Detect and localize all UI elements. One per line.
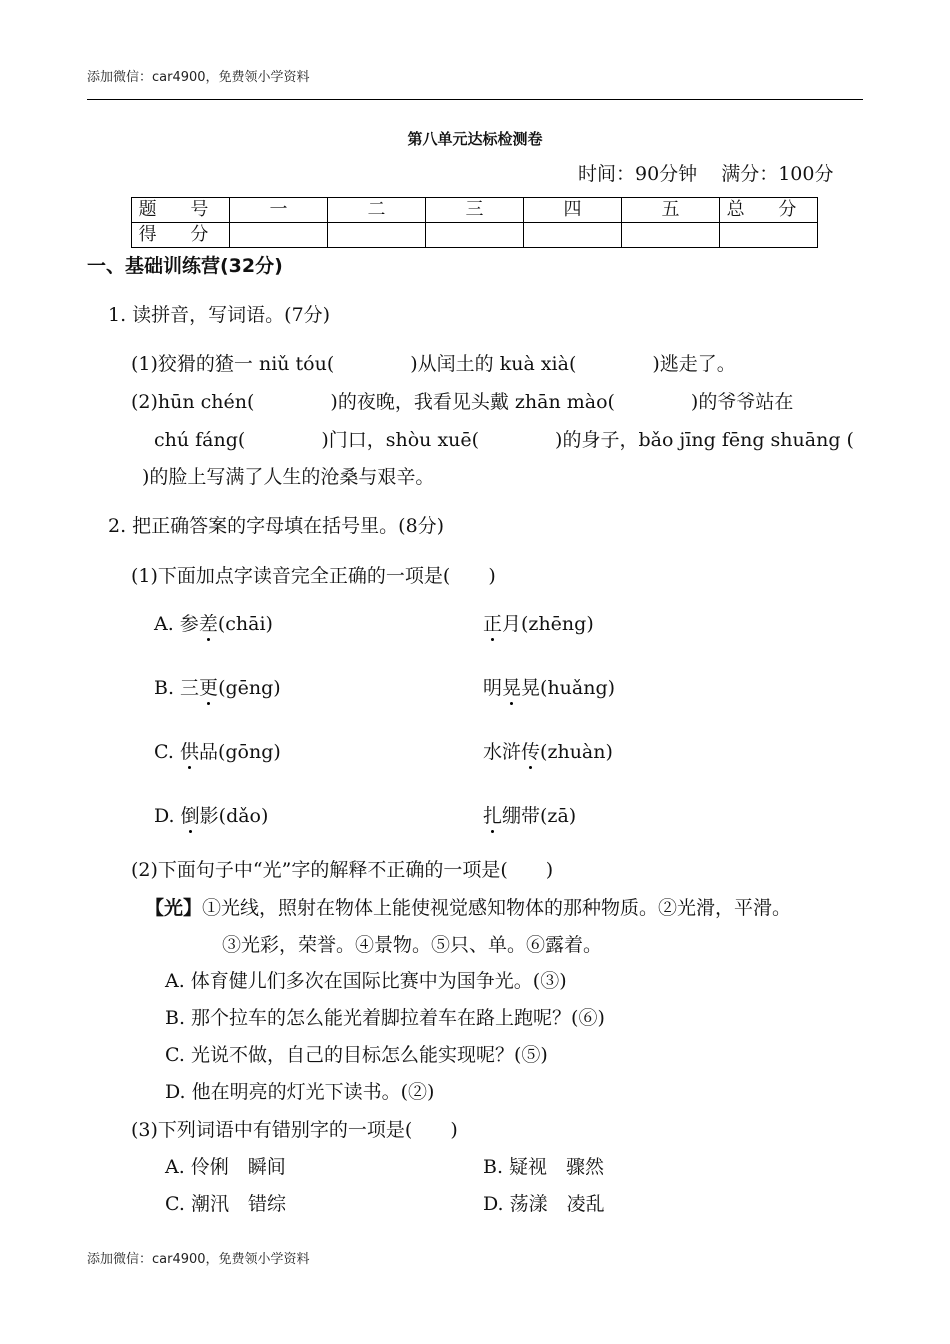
score-table-cell[interactable] — [524, 223, 622, 248]
page-title: 第八单元达标检测卷 — [407, 130, 543, 148]
option-a-left[interactable] — [154, 609, 273, 636]
dotted-char: 供 — [179, 741, 199, 763]
definition-line: ③光彩，荣誉。④景物。⑤只、单。⑥露着。 — [222, 934, 603, 956]
option-d[interactable]: D. 他在明亮的灯光下读书。(②) — [165, 1081, 435, 1103]
option-a[interactable]: A. 伶俐 瞬间 — [165, 1156, 286, 1178]
dotted-char: 正 — [483, 613, 503, 635]
definition-text: ①光线，照射在物体上能使视觉感知物体的那种物质。②光滑，平滑。 — [202, 897, 792, 919]
score-table-cell[interactable] — [230, 223, 328, 248]
option-b[interactable]: B. 那个拉车的怎么能光着脚拉着车在路上跑呢？(⑥) — [165, 1007, 605, 1029]
score-table-cell: 题 号 — [132, 198, 230, 223]
q1-line: (2)hūn chén( )的夜晚，我看见头戴 zhān mào( )的爷爷站在 — [131, 391, 794, 413]
definition-label: 【光】 — [145, 897, 203, 919]
header-note: 添加微信：car4900，免费领小学资料 — [87, 70, 310, 85]
option-b-left[interactable] — [154, 673, 281, 700]
option-text: B. 三 — [154, 677, 200, 699]
section-heading: 一、基础训练营(32分) — [87, 255, 283, 277]
option-text: 月(zhēng) — [502, 613, 594, 635]
dotted-char: 扎 — [483, 805, 503, 827]
dotted-char: 差 — [198, 613, 218, 635]
option-d-right[interactable] — [483, 801, 576, 828]
q1-line: chú fáng( )门口，shòu xuē( )的身子，bǎo jīng fēng shuāng ( — [154, 429, 854, 451]
score-table — [131, 197, 818, 248]
option-text: 绷带(zā) — [502, 805, 577, 827]
option-text: 晃(huǎng) — [521, 677, 616, 699]
score-table-cell[interactable] — [622, 223, 720, 248]
option-text: A. 参 — [154, 613, 199, 635]
q1-line: (1)狡猾的猹一 niǔ tóu( )从闰土的 kuà xià( )逃走了。 — [131, 353, 736, 375]
option-text: (gēng) — [218, 677, 281, 699]
footer-note: 添加微信：car4900，免费领小学资料 — [87, 1252, 310, 1267]
option-text: 品(gōng) — [198, 741, 281, 763]
dotted-char: 晃 — [502, 677, 522, 699]
q2-part1-stem: (1)下面加点字读音完全正确的一项是( ) — [131, 565, 496, 587]
q1-line: )的脸上写满了人生的沧桑与艰辛。 — [142, 466, 435, 488]
option-text: 明 — [483, 677, 503, 699]
option-text: 水浒 — [483, 741, 522, 763]
option-c-right[interactable] — [483, 737, 613, 764]
score-table-score-row — [132, 223, 818, 248]
time-limit: 时间：90分钟 — [578, 163, 698, 185]
score-table-cell[interactable] — [720, 223, 818, 248]
dotted-char: 传 — [521, 741, 541, 763]
option-b[interactable]: B. 疑视 骤然 — [483, 1156, 605, 1178]
q2-part3-stem: (3)下列词语中有错别字的一项是( ) — [131, 1119, 458, 1141]
option-c[interactable]: C. 潮汛 错综 — [165, 1193, 286, 1215]
option-a-right[interactable] — [483, 609, 594, 636]
option-c[interactable]: C. 光说不做，自己的目标怎么能实现呢？(⑤) — [165, 1044, 548, 1066]
score-table-cell: 得 分 — [132, 223, 230, 248]
dotted-char: 更 — [199, 677, 219, 699]
definition-line — [145, 893, 791, 920]
q2-stem: 2. 把正确答案的字母填在括号里。(8分) — [108, 515, 445, 537]
option-text: (zhuàn) — [540, 741, 613, 763]
score-table-cell: 二 — [328, 198, 426, 223]
dotted-char: 倒 — [180, 805, 200, 827]
option-c-left[interactable] — [154, 737, 281, 764]
option-text: 影(dǎo) — [199, 805, 269, 827]
option-b-right[interactable] — [483, 673, 615, 700]
option-text: D. — [154, 805, 181, 827]
header-rule — [87, 99, 863, 100]
full-score: 满分：100分 — [721, 163, 834, 185]
score-table-cell: 三 — [426, 198, 524, 223]
score-table-cell[interactable] — [328, 223, 426, 248]
score-table-cell: 五 — [622, 198, 720, 223]
option-text: C. — [154, 741, 180, 763]
option-d-left[interactable] — [154, 801, 268, 828]
option-text: (chāi) — [217, 613, 273, 635]
q1-stem: 1. 读拼音，写词语。(7分) — [108, 304, 331, 326]
time-info — [578, 159, 833, 186]
score-table-cell[interactable] — [426, 223, 524, 248]
score-table-cell: 总 分 — [720, 198, 818, 223]
q2-part2-stem: (2)下面句子中“光”字的解释不正确的一项是( ) — [131, 859, 554, 881]
option-d[interactable]: D. 荡漾 凌乱 — [483, 1193, 605, 1215]
score-table-cell: 四 — [524, 198, 622, 223]
option-a[interactable]: A. 体育健儿们多次在国际比赛中为国争光。(③) — [165, 970, 567, 992]
score-table-cell: 一 — [230, 198, 328, 223]
score-table-header-row — [132, 198, 818, 223]
